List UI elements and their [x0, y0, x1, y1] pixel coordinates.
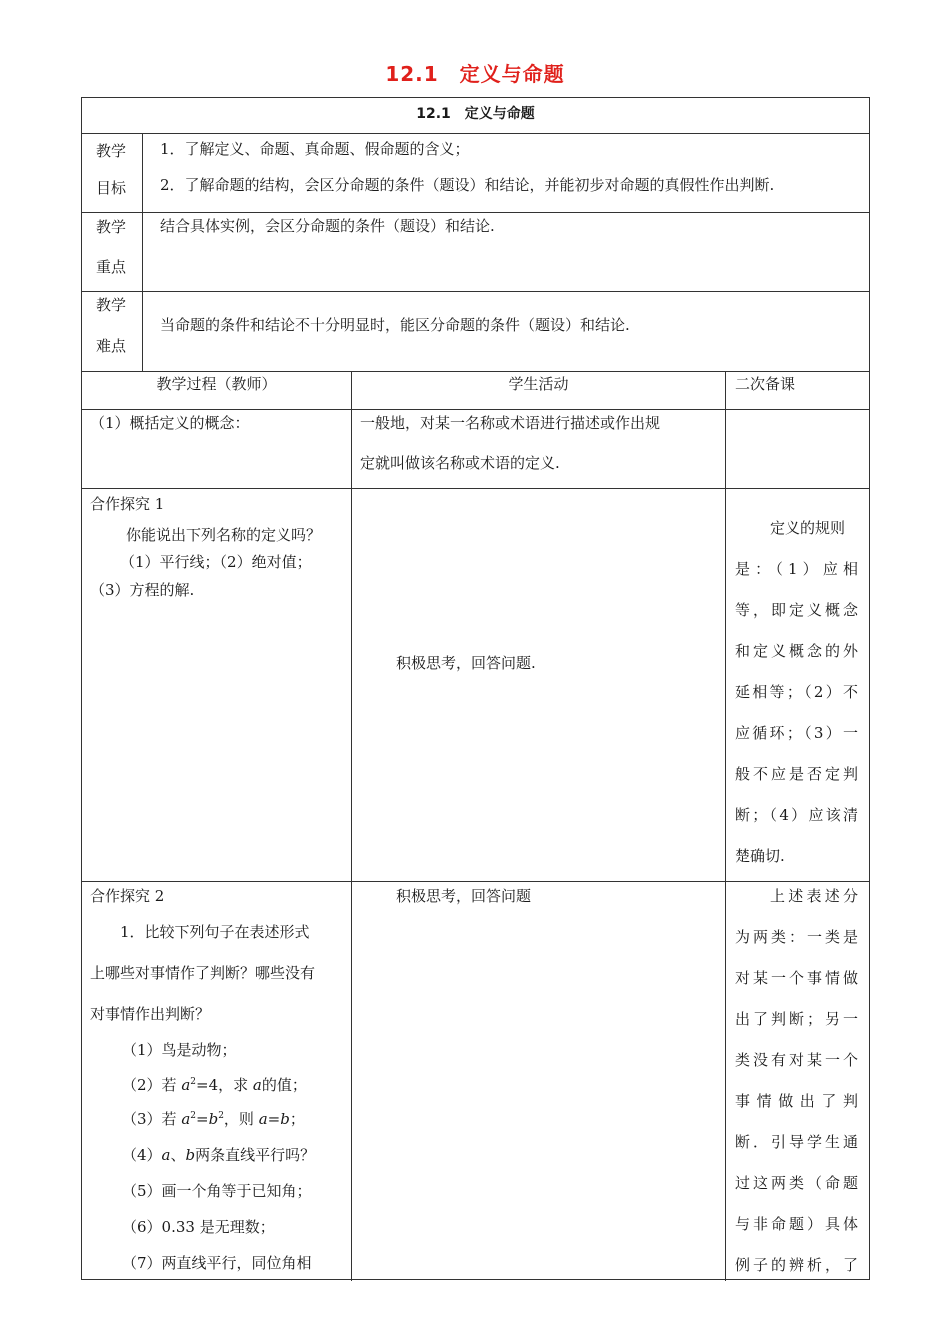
explore1-student-text: 积极思考，回答问题.: [396, 654, 536, 672]
explore2-note-line: 为两类：一类是: [735, 928, 858, 946]
column-divider: [351, 371, 352, 1281]
explore2-item-1: （1）鸟是动物；: [122, 1041, 237, 1059]
difficulties-text: 当命题的条件和结论不十分明显时，能区分命题的条件（题设）和结论.: [160, 316, 630, 334]
math-variable: a: [258, 1110, 268, 1128]
item-text: 、: [170, 1146, 186, 1164]
math-exponent: 2: [190, 1111, 196, 1121]
column-header-student: 学生活动: [508, 375, 569, 393]
key-points-label-1: 教学: [96, 218, 127, 236]
goals-item-2: 2．了解命题的结构，会区分命题的条件（题设）和结论，并能初步对命题的真假性作出判断.: [160, 176, 775, 194]
explore1-items-line-1: （1）平行线；（2）绝对值；: [120, 553, 312, 571]
row-divider: [82, 488, 869, 489]
key-points-label-2: 重点: [96, 258, 127, 276]
math-variable: b: [280, 1110, 290, 1128]
item-text: ；: [289, 1110, 305, 1128]
row-divider: [82, 371, 869, 372]
explore2-note-line: 断．引导学生通: [735, 1133, 858, 1151]
explore1-note-line: 等，即定义概念: [735, 601, 858, 619]
item-text: =4，求: [196, 1076, 253, 1094]
explore2-note-line: 与非命题）具体: [735, 1215, 858, 1233]
goals-label-1: 教学: [96, 142, 127, 160]
column-header-teacher: 教学过程（教师）: [156, 375, 277, 393]
explore1-note-line: 断；（4）应该清: [735, 806, 858, 824]
item-text: =: [196, 1110, 209, 1128]
explore2-item-5: （5）画一个角等于已知角；: [122, 1182, 312, 1200]
explore2-item-2: [122, 1074, 307, 1096]
math-variable: a: [181, 1110, 191, 1128]
item-text: （2）若: [122, 1076, 182, 1094]
explore2-item-7: （7）两直线平行，同位角相: [122, 1254, 312, 1272]
table-heading: 12.1 定义与命题: [416, 106, 535, 122]
row-divider: [82, 291, 869, 292]
math-variable: a: [252, 1076, 262, 1094]
explore1-note-line: 应循环；（3）一: [735, 724, 858, 742]
explore2-student-text: 积极思考，回答问题: [396, 887, 532, 905]
explore1-items-line-2: （3）方程的解.: [90, 581, 195, 599]
math-exponent: 2: [218, 1111, 224, 1121]
explore2-note-line: 上述表述分: [770, 887, 858, 905]
math-variable: b: [185, 1146, 196, 1164]
explore1-note-line: 定义的规则: [770, 519, 846, 537]
row-divider: [82, 881, 869, 882]
explore1-note-line: 和定义概念的外: [735, 642, 858, 660]
column-header-notes: 二次备课: [735, 375, 796, 393]
explore2-note-line: 对某一个事情做: [735, 969, 858, 987]
page-title: 12.1 定义与命题: [385, 62, 565, 86]
item-text: =: [267, 1110, 281, 1128]
item-text: （4）: [122, 1146, 162, 1164]
item-text: （3）若: [122, 1110, 182, 1128]
row-divider: [82, 409, 869, 410]
key-points-text: 结合具体实例，会区分命题的条件（题设）和结论.: [160, 217, 495, 235]
column-divider: [142, 133, 143, 371]
explore2-intro-line: 上哪些对事情作了判断？哪些没有: [90, 964, 316, 982]
row-divider: [82, 212, 869, 213]
explore1-note-line: 般不应是否定判: [735, 765, 858, 783]
explore2-intro-line: 对事情作出判断？: [90, 1005, 211, 1023]
explore2-item-3: [122, 1108, 305, 1130]
explore1-title: 合作探究 1: [90, 495, 165, 513]
math-variable: b: [208, 1110, 219, 1128]
definition-student-line-1: 一般地，对某一名称或术语进行描述或作出规: [360, 414, 661, 432]
definition-teacher-text: （1）概括定义的概念：: [90, 414, 250, 432]
explore2-note-line: 例子的辨析，了: [735, 1256, 858, 1274]
goals-label-2: 目标: [96, 179, 127, 197]
math-exponent: 2: [190, 1077, 196, 1087]
explore1-question: 你能说出下列名称的定义吗？: [126, 526, 322, 544]
explore2-note-line: 类没有对某一个: [735, 1051, 858, 1069]
difficulties-label-1: 教学: [96, 296, 127, 314]
explore2-intro-line: 1．比较下列句子在表述形式: [120, 923, 310, 941]
goals-item-1: 1．了解定义、命题、真命题、假命题的含义；: [160, 140, 470, 158]
explore2-item-6: （6）0.33 是无理数；: [122, 1218, 275, 1236]
explore1-note-line: 是：（1）应相: [735, 560, 858, 578]
explore2-note-line: 过这两类（命题: [735, 1174, 858, 1192]
math-variable: a: [181, 1076, 191, 1094]
lesson-plan-table: [81, 97, 870, 1280]
difficulties-label-2: 难点: [96, 337, 127, 355]
explore2-title: 合作探究 2: [90, 887, 165, 905]
explore1-note-line: 延相等；（2）不: [735, 683, 858, 701]
item-text: 两条直线平行吗？: [195, 1146, 316, 1164]
column-divider: [725, 371, 726, 1281]
item-text: 的值；: [261, 1076, 307, 1094]
item-text: ，则: [223, 1110, 259, 1128]
explore1-note-line: 楚确切.: [735, 847, 785, 865]
explore2-note-line: 事情做出了判: [735, 1092, 858, 1110]
math-variable: a: [161, 1146, 171, 1164]
definition-student-line-2: 定就叫做该名称或术语的定义.: [360, 454, 560, 472]
explore2-item-4: [122, 1144, 315, 1166]
row-divider: [82, 133, 869, 134]
explore2-note-line: 出了判断；另一: [735, 1010, 858, 1028]
